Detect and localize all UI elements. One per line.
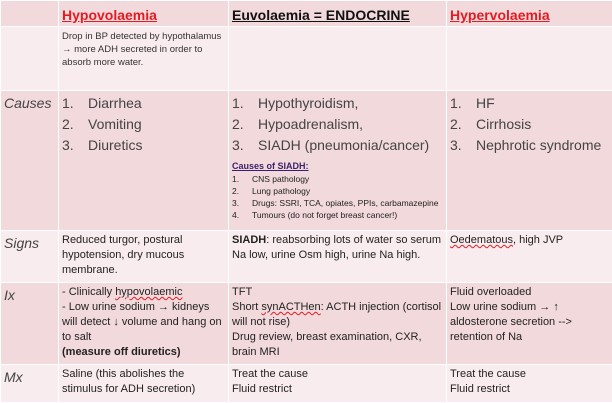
list-item: 2. Vomiting (62, 114, 224, 135)
header-row (1, 1, 612, 27)
list-item: 1. Diarrhea (62, 93, 224, 114)
list-item: 3. Nephrotic syndrome (450, 135, 608, 156)
signs-euvolaemia: SIADH: reabsorbing lots of water so serum Na low, urine Osm high, urine Na high. (229, 231, 447, 283)
causes-hypervolaemia (447, 91, 612, 231)
intro-hypovolaemia: Drop in BP detected by hypothalamus → more ADH secreted in order to absorb more water. (59, 27, 229, 91)
ix-hypovolaemia: - Clinically hypovolaemic - Low urine sodium → kidneys will detect ↓ volume and hang on to salt (measure off diuretics) (59, 283, 229, 365)
signs-label: Signs (1, 231, 59, 283)
list-item: 3. Drugs: SSRI, TCA, opiates, PPIs, carbamazepine (232, 197, 442, 209)
list-item: 2. Lung pathology (232, 185, 442, 197)
ix-hypervolaemia: Fluid overloaded Low urine sodium → ↑ aldosterone secretion --> retention of Na (447, 283, 612, 365)
intro-empty-cell-3 (447, 27, 612, 91)
ix-row (1, 283, 612, 365)
siadh-causes-list (232, 173, 442, 221)
mx-hypervolaemia: Treat the cause Fluid restrict (447, 365, 612, 403)
causes-euvo-list (232, 93, 442, 156)
ix-euvolaemia: TFT Short synACTHen: ACTH injection (cortisol will not rise) Drug review, breast examination, CXR, brain MRI (229, 283, 447, 365)
list-item: 2. Cirrhosis (450, 114, 608, 135)
list-item: 1. Hypothyroidism, (232, 93, 442, 114)
ix-label: Ix (1, 283, 59, 365)
header-euvolaemia: Euvolaemia = ENDOCRINE (229, 1, 447, 27)
siadh-causes-title: Causes of SIADH: (232, 161, 442, 171)
signs-row (1, 231, 612, 283)
list-item: 4. Tumours (do not forget breast cancer!) (232, 209, 442, 221)
header-hypovolaemia: Hypovolaemia (59, 1, 229, 27)
signs-hypovolaemia: Reduced turgor, postural hypotension, dry mucous membrane. (59, 231, 229, 283)
intro-empty-cell-2 (229, 27, 447, 91)
mx-row (1, 365, 612, 403)
header-hypervolaemia: Hypervolaemia (447, 1, 612, 27)
intro-row (1, 27, 612, 91)
intro-empty-cell (1, 27, 59, 91)
causes-label: Causes (1, 91, 59, 231)
header-empty-cell (1, 1, 59, 27)
list-item: 1. CNS pathology (232, 173, 442, 185)
mx-hypovolaemia: Saline (this abolishes the stimulus for ADH secretion) (59, 365, 229, 403)
causes-euvolaemia (229, 91, 447, 231)
list-item: 1. HF (450, 93, 608, 114)
mx-label: Mx (1, 365, 59, 403)
mx-euvolaemia: Treat the cause Fluid restrict (229, 365, 447, 403)
causes-hypovolaemia (59, 91, 229, 231)
causes-row (1, 91, 612, 231)
signs-hypervolaemia: Oedematous, high JVP (447, 231, 612, 283)
causes-hyper-list (450, 93, 608, 156)
list-item: 2. Hypoadrenalism, (232, 114, 442, 135)
list-item: 3. SIADH (pneumonia/cancer) (232, 135, 442, 156)
causes-hypo-list (62, 93, 224, 156)
list-item: 3. Diuretics (62, 135, 224, 156)
